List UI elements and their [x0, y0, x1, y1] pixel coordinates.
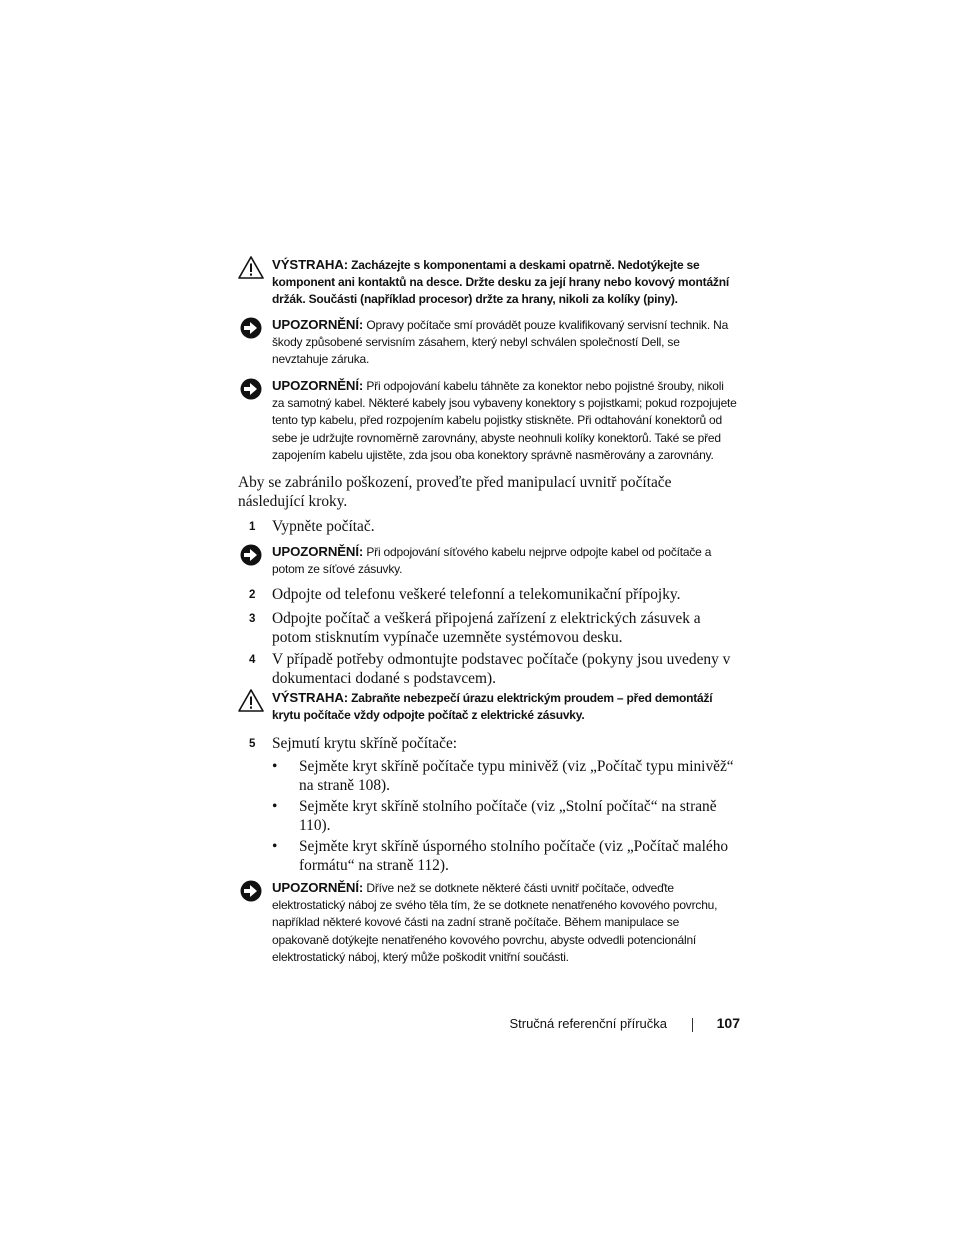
warning-triangle-icon [238, 689, 264, 713]
notice-label: UPOZORNĚNÍ: [272, 544, 364, 559]
notice-label: UPOZORNĚNÍ: [272, 880, 364, 895]
notice-arrow-icon [238, 316, 264, 340]
bullet-item [272, 837, 742, 875]
bullet-item [272, 757, 742, 795]
bullet-marker: • [272, 798, 278, 815]
notice-text: Opravy počítače smí provádět pouze kvalifikovaný servisní technik. Na škody způsobené servisním zásahem, který nebyl schválen společností Dell, se nevztahuje záruka. [272, 318, 729, 367]
step-number: 3 [249, 613, 256, 625]
step-text: Odpojte od telefonu veškeré telefonní a telekomunikační přípojky. [272, 586, 681, 603]
notice-label: UPOZORNĚNÍ: [272, 378, 364, 393]
page-number: 107 [716, 1015, 740, 1031]
footer-title: Stručná referenční příručka [509, 1016, 667, 1031]
step-number: 2 [249, 589, 256, 601]
warning-triangle-icon [238, 256, 264, 280]
notice-arrow-icon [238, 377, 264, 401]
notice-text: Zabraňte nebezpečí úrazu elektrickým proudem – před demontáží krytu počítače vždy odpojte počítač z elektrické zásuvky. [272, 691, 713, 723]
step-text: Vypněte počítač. [272, 518, 375, 535]
notice-text: Při odpojování kabelu táhněte za konektor nebo pojistné šrouby, nikoli za samotný kabel. Některé kabely jsou vybaveny konektory s pojistkami; pokud rozpojujete tento typ kabelu, před rozpojením kabelu pojistky stiskněte. Při odtahování konektorů od sebe je udržujte rovnoměrně zarovnány, abyste neohnuli kolíky konektorů. Také se před zapojením kabelu ujistěte, zda jsou oba konektory správně nasměrovány a zarovnány. [272, 379, 737, 462]
step-item [238, 517, 738, 536]
notice-label: VÝSTRAHA: [272, 690, 349, 705]
step-item [238, 650, 738, 688]
bullet-marker: • [272, 838, 278, 855]
notice-text: Dříve než se dotknete některé části uvnitř počítače, odveďte elektrostatický náboj ze svého těla tím, že se dotknete nenatřeného kovového povrchu, například některé kovové části na zadní straně počítače. Během manipulace se opakovaně dotýkejte nenatřeného kovového povrchu, abyste odvedli potencionální elektrostatický náboj, který může poškodit vnitřní součásti. [272, 881, 718, 964]
step-text: V případě potřeby odmontujte podstavec počítače (pokyny jsou uvedeny v dokumentaci dodané s podstavcem). [272, 651, 731, 687]
step-item [238, 734, 738, 753]
footer-divider [692, 1018, 693, 1032]
step-item [238, 585, 738, 604]
step-text: Odpojte počítač a veškerá připojená zařízení z elektrických zásuvek a potom stisknutím vypínače uzemněte systémovou desku. [272, 610, 701, 646]
notice-arrow-icon [238, 543, 264, 567]
notice-text: Zacházejte s komponentami a deskami opatrně. Nedotýkejte se komponent ani kontaktů na desce. Držte desku za její hrany nebo kovový montážní držák. Součásti (například procesor) držte za hrany, nikoli za kolíky (piny). [272, 258, 729, 307]
bullet-text: Sejměte kryt skříně úsporného stolního počítače (viz „Počítač malého formátu“ na straně 112). [299, 838, 729, 874]
notice-label: VÝSTRAHA: [272, 257, 349, 272]
caution-notice [238, 879, 738, 966]
notice-arrow-icon [238, 879, 264, 903]
warning-notice [238, 689, 738, 724]
intro-paragraph: Aby se zabránilo poškození, proveďte před manipulací uvnitř počítače následující kroky. [238, 474, 672, 510]
caution-notice [238, 316, 738, 369]
notice-label: UPOZORNĚNÍ: [272, 317, 364, 332]
caution-notice [238, 543, 738, 578]
step-item [238, 609, 738, 647]
bullet-item [272, 797, 742, 835]
step-text: Sejmutí krytu skříně počítače: [272, 735, 458, 752]
page-footer [480, 1015, 742, 1035]
bullet-marker: • [272, 758, 278, 775]
warning-notice [238, 256, 738, 309]
step-number: 4 [249, 654, 256, 666]
caution-notice [238, 377, 738, 464]
bullet-text: Sejměte kryt skříně počítače typu minivěž (viz „Počítač typu minivěž“ na straně 108). [299, 758, 734, 794]
step-number: 5 [249, 738, 256, 750]
notice-text: Při odpojování síťového kabelu nejprve odpojte kabel od počítače a potom ze síťové zásuvky. [272, 545, 712, 577]
step-number: 1 [249, 521, 256, 533]
bullet-text: Sejměte kryt skříně stolního počítače (viz „Stolní počítač“ na straně 110). [299, 798, 717, 834]
